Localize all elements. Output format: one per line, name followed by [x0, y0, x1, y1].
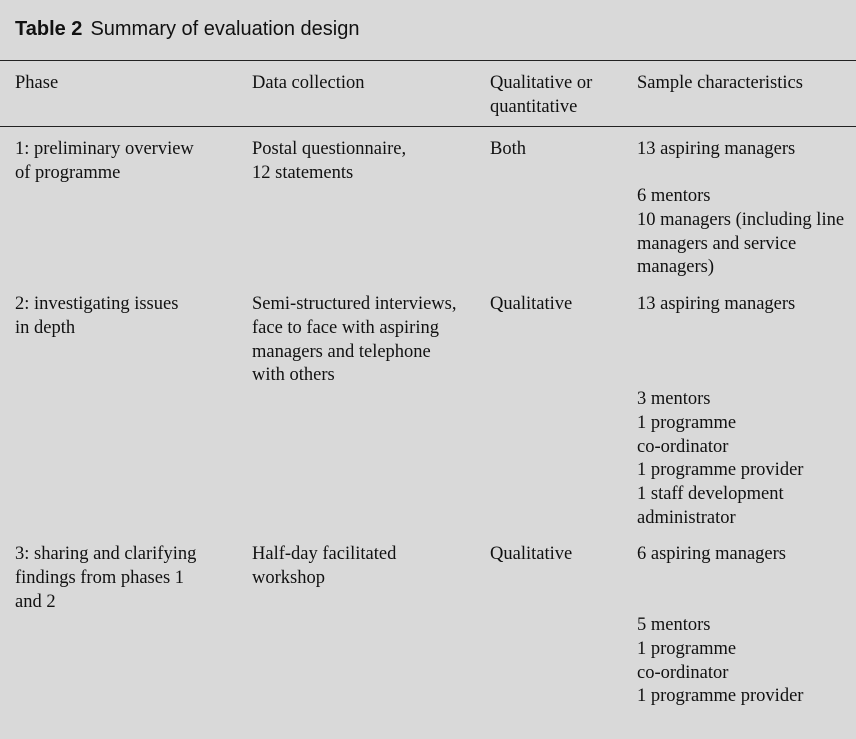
- row3-qualitative-quantitative: Qualitative: [490, 544, 573, 564]
- row2-phase: 2: investigating issues in depth: [15, 294, 179, 338]
- row1-sample-primary: 13 aspiring managers: [637, 139, 796, 159]
- row3-data-collection: Half-day facilitated workshop: [252, 544, 397, 588]
- header-rule: [0, 126, 856, 127]
- header-phase: Phase: [15, 73, 59, 93]
- row2-sample-secondary: 3 mentors 1 programme co-ordinator 1 programme provider 1 staff development administrator: [637, 389, 804, 528]
- header-data-collection: Data collection: [252, 73, 365, 93]
- header-qualitative-quantitative: Qualitative or quantitative: [490, 73, 593, 117]
- row2-sample-primary: 13 aspiring managers: [637, 294, 796, 314]
- row1-data-collection: Postal questionnaire, 12 statements: [252, 139, 407, 183]
- row1-qualitative-quantitative: Both: [490, 139, 526, 159]
- row3-phase: 3: sharing and clarifying findings from phases 1 and 2: [15, 544, 197, 612]
- table-title: Summary of evaluation design: [90, 18, 360, 40]
- row3-sample-primary: 6 aspiring managers: [637, 544, 786, 564]
- row2-qualitative-quantitative: Qualitative: [490, 294, 573, 314]
- row3-sample-secondary: 5 mentors 1 programme co-ordinator 1 programme provider: [637, 615, 804, 707]
- top-rule: [0, 60, 856, 61]
- table-caption: [15, 18, 359, 41]
- row1-sample-secondary: 6 mentors 10 managers (including line managers and service managers): [637, 186, 845, 278]
- header-sample-characteristics: Sample characteristics: [637, 73, 803, 93]
- row1-phase: 1: preliminary overview of programme: [15, 139, 194, 183]
- table-number: Table 2: [15, 18, 83, 40]
- row2-data-collection: Semi-structured interviews, face to face with aspiring managers and telephone with others: [252, 294, 457, 386]
